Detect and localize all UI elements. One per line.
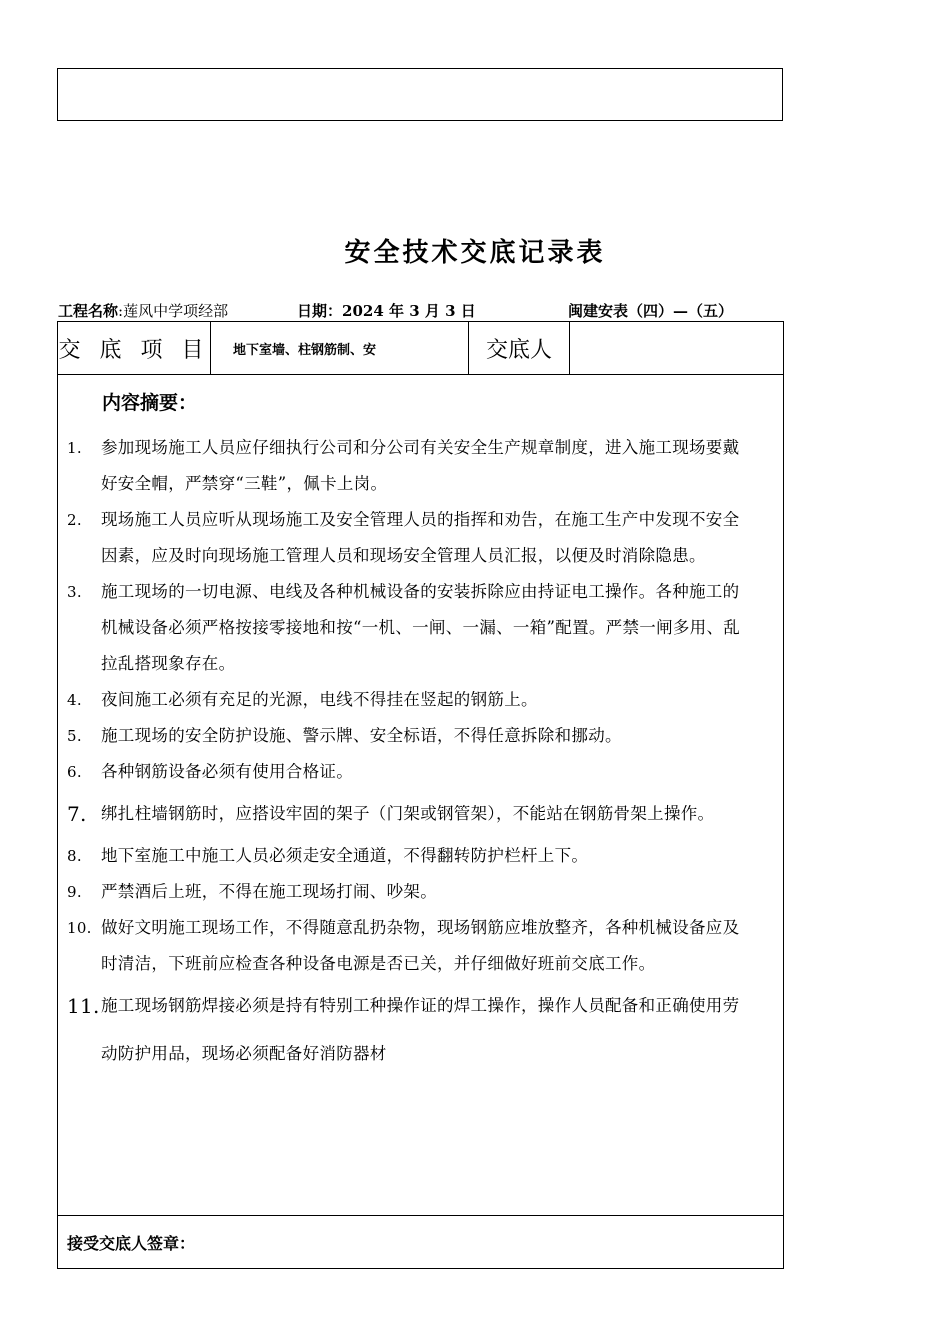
item-value: 地下室墙、柱钢筋制、安 [211,322,469,374]
item-text: 施工现场的安全防护设施、警示牌、安全标语，不得任意拆除和挪动。 [101,726,622,745]
list-item [58,838,783,874]
item-text: 现场施工人员应听从现场施工及安全管理人员的指挥和劝告，在施工生产中发现不安全因素，应及时向现场施工管理人员和现场安全管理人员汇报，以便及时消除隐患。 [101,510,740,565]
item-number: 4. [67,691,82,709]
list-item [58,682,783,718]
item-number: 9. [67,883,82,901]
signature-label: 接受交底人签章： [67,1233,196,1253]
list-item [58,430,783,502]
date-info [297,300,476,321]
header-info [58,300,784,320]
list-item [58,574,783,682]
project-label: 工程名称 [58,302,119,320]
item-text: 夜间施工必须有充足的光源，电线不得挂在竖起的钢筋上。 [101,690,538,709]
date-label: 日期 [297,302,328,320]
list-item [58,790,783,838]
item-text: 施工现场的一切电源、电线及各种机械设备的安装拆除应由持证电工操作。各种施工的机械设备必须严格按接零接地和按“一机、一闸、一漏、一箱”配置。严禁一闸多用、乱拉乱搭现象存在。 [101,582,741,673]
item-text: 参加现场施工人员应仔细执行公司和分公司有关安全生产规章制度，进入施工现场要戴好安全帽，严禁穿“三鞋”，佩卡上岗。 [101,438,740,493]
list-item [58,910,783,982]
project-value: :莲风中学项经部 [118,302,229,320]
item-number: 11. [67,994,100,1018]
table-header-row [58,322,783,375]
list-item [58,502,783,574]
form-code: 闽建安表（四）—（五） [568,302,734,320]
item-label: 交 底 项 目 [58,322,211,374]
item-text: 做好文明施工现场工作，不得随意乱扔杂物，现场钢筋应堆放整齐，各种机械设备应及时清洁，下班前应检查各种设备电源是否已关，并仔细做好班前交底工作。 [101,918,740,973]
item-text: 地下室施工中施工人员必须走安全通道，不得翻转防护栏杆上下。 [101,846,589,865]
page-title: 安全技术交底记录表 [344,238,606,268]
item-number: 2. [67,511,82,529]
item-number: 5. [67,727,82,745]
list-item [58,718,783,754]
item-number: 10. [67,919,92,937]
summary-label: 内容摘要： [102,392,198,414]
header-box [57,68,783,121]
date-value: ：2024 年 3 月 3 日 [327,302,476,320]
item-text: 严禁酒后上班，不得在施工现场打闹、吵架。 [101,882,437,901]
item-number: 8. [67,847,82,865]
item-text: 施工现场钢筋焊接必须是持有特别工种操作证的焊工操作，操作人员配备和正确使用劳动防护用品，现场必须配备好消防器材 [101,996,740,1063]
item-number: 1. [67,439,82,457]
item-number: 7. [67,802,87,826]
record-table [57,321,784,1269]
item-text: 绑扎柱墙钢筋时，应搭设牢固的架子（门架或钢管架），不能站在钢筋骨架上操作。 [101,804,715,823]
rules-list [58,430,783,1078]
item-text: 各种钢筋设备必须有使用合格证。 [101,762,353,781]
item-number: 6. [67,763,82,781]
list-item [58,754,783,790]
list-item [58,874,783,910]
list-item [58,982,783,1078]
person-value [570,322,783,374]
person-label: 交底人 [469,322,570,374]
project-info [58,300,228,321]
item-number: 3. [67,583,82,601]
signature-row [58,1215,783,1268]
